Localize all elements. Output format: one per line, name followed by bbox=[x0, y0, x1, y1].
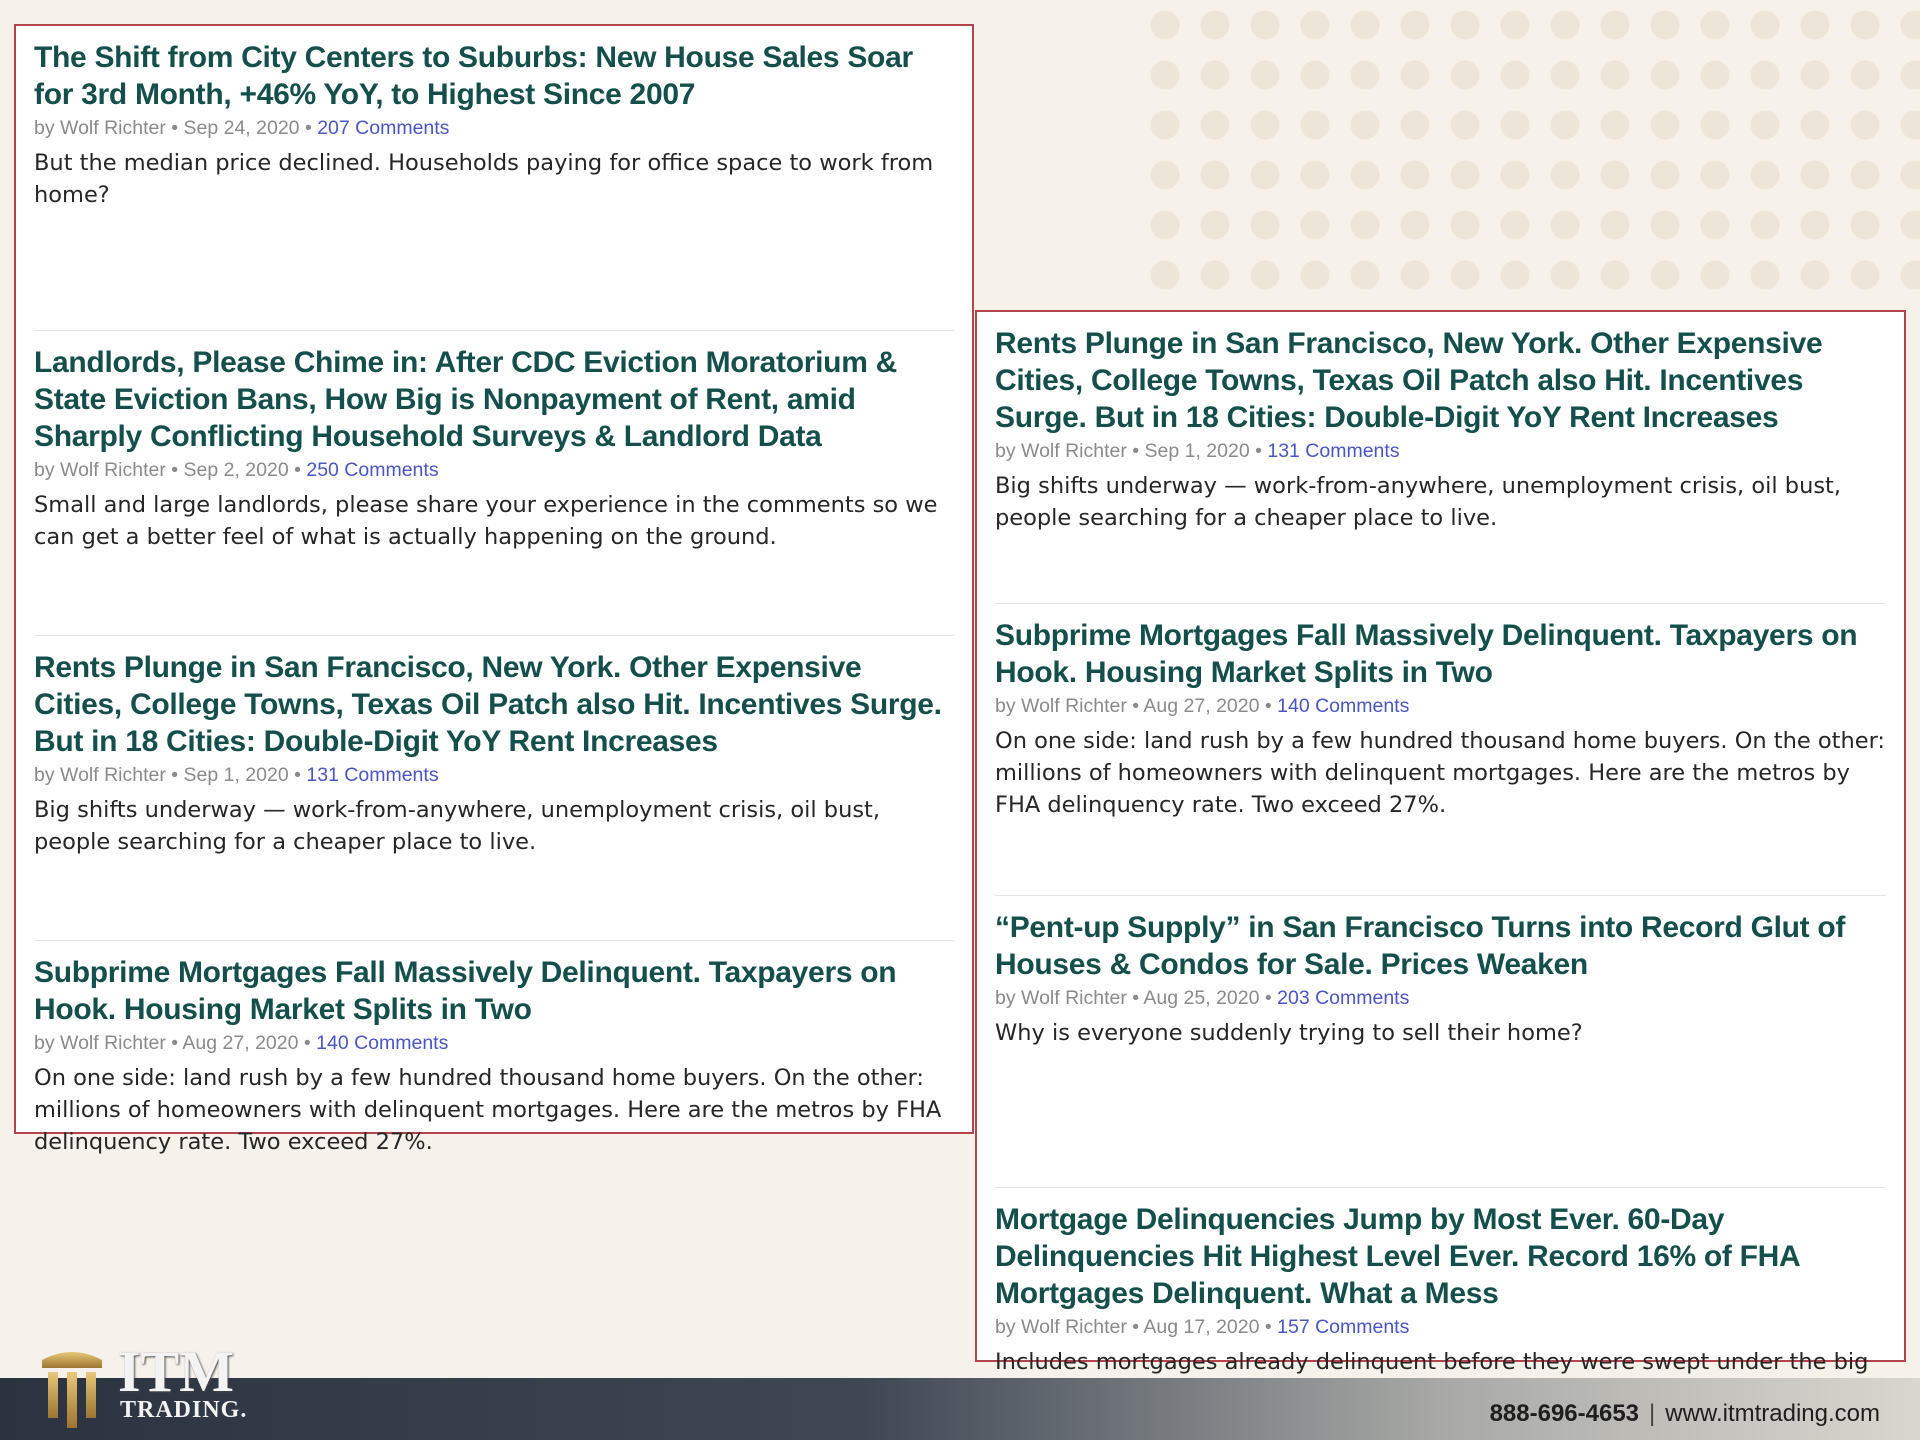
website-link[interactable]: www.itmtrading.com bbox=[1665, 1400, 1880, 1427]
logo-text: ITM bbox=[118, 1339, 234, 1404]
article-byline: by Wolf Richter • Aug 27, 2020 • bbox=[34, 1032, 317, 1054]
article-title-link[interactable]: Subprime Mortgages Fall Massively Delinquent. Taxpayers on Hook. Housing Market Splits in Two bbox=[34, 956, 897, 1026]
footer-contact bbox=[1490, 1400, 1880, 1428]
article-excerpt: Why is everyone suddenly trying to sell their home? bbox=[995, 1020, 1583, 1046]
comments-link[interactable]: 250 Comments bbox=[306, 459, 439, 481]
article-excerpt: Small and large landlords, please share your experience in the comments so we can get a better feel of what is actually happening on the ground. bbox=[34, 492, 938, 550]
article-byline: by Wolf Richter • Sep 1, 2020 • bbox=[34, 764, 307, 786]
article-item bbox=[995, 312, 1886, 604]
article-excerpt: Big shifts underway — work-from-anywhere, unemployment crisis, oil bust, people searching for a cheaper place to live. bbox=[34, 797, 881, 855]
article-byline: by Wolf Richter • Aug 25, 2020 • bbox=[995, 987, 1278, 1009]
article-byline: by Wolf Richter • Sep 1, 2020 • bbox=[995, 440, 1268, 462]
article-byline: by Wolf Richter • Sep 2, 2020 • bbox=[34, 459, 307, 481]
comments-link[interactable]: 157 Comments bbox=[1277, 1316, 1410, 1338]
article-meta bbox=[995, 693, 1886, 719]
comments-link[interactable]: 131 Comments bbox=[306, 764, 439, 786]
comments-link[interactable]: 140 Comments bbox=[1277, 695, 1410, 717]
comments-link[interactable]: 207 Comments bbox=[317, 117, 450, 139]
article-title-link[interactable]: Subprime Mortgages Fall Massively Delinquent. Taxpayers on Hook. Housing Market Splits in Two bbox=[995, 619, 1858, 689]
phone-number: 888-696-4653 bbox=[1489, 1400, 1640, 1427]
article-item bbox=[995, 896, 1886, 1188]
article-title-link[interactable]: Mortgage Delinquencies Jump by Most Ever. 60-Day Delinquencies Hit Highest Level Ever. Record 16% of FHA Mortgages Delinquent. What a Mess bbox=[995, 1203, 1800, 1310]
article-title-link[interactable]: Landlords, Please Chime in: After CDC Eviction Moratorium & State Eviction Bans, How Big is Nonpayment of Rent, amid Sharply Conflicting Household Surveys & Landlord Data bbox=[34, 346, 897, 453]
article-meta bbox=[995, 985, 1886, 1011]
article-title-link[interactable]: The Shift from City Centers to Suburbs: New House Sales Soar for 3rd Month, +46% YoY, to Highest Since 2007 bbox=[34, 41, 913, 111]
article-meta bbox=[34, 115, 954, 141]
comments-link[interactable]: 203 Comments bbox=[1277, 987, 1410, 1009]
article-byline: by Wolf Richter • Aug 27, 2020 • bbox=[995, 695, 1278, 717]
right-article-panel bbox=[975, 310, 1906, 1375]
article-meta bbox=[34, 457, 954, 483]
article-meta bbox=[34, 762, 954, 788]
article-item bbox=[34, 331, 954, 636]
article-item bbox=[34, 636, 954, 941]
article-byline: by Wolf Richter • Sep 24, 2020 • bbox=[34, 117, 318, 139]
left-article-panel bbox=[14, 24, 974, 1155]
article-excerpt: On one side: land rush by a few hundred thousand home buyers. On the other: millions of homeowners with delinquent mortgages. Here are the metros by FHA delinquency rate. Two exceed 27%. bbox=[34, 1065, 942, 1155]
article-title-link[interactable]: Rents Plunge in San Francisco, New York. Other Expensive Cities, College Towns, Texas Oil Patch also Hit. Incentives Surge. But in 18 Cities: Double-Digit YoY Rent Increases bbox=[995, 327, 1823, 434]
comments-link[interactable]: 140 Comments bbox=[316, 1032, 449, 1054]
comments-link[interactable]: 131 Comments bbox=[1267, 440, 1400, 462]
article-meta bbox=[995, 438, 1886, 464]
background-pattern bbox=[1140, 0, 1920, 310]
article-excerpt: On one side: land rush by a few hundred thousand home buyers. On the other: millions of homeowners with delinquent mortgages. Here are the metros by FHA delinquency rate. Two exceed 27%. bbox=[995, 728, 1886, 818]
article-meta bbox=[995, 1314, 1886, 1340]
article-item bbox=[34, 941, 954, 1155]
article-excerpt: But the median price declined. Households paying for office space to work from home? bbox=[34, 150, 934, 208]
article-title-link[interactable]: Rents Plunge in San Francisco, New York. Other Expensive Cities, College Towns, Texas Oil Patch also Hit. Incentives Surge. But in 18 Cities: Double-Digit YoY Rent Increases bbox=[34, 651, 942, 758]
article-title-link[interactable]: “Pent-up Supply” in San Francisco Turns into Record Glut of Houses & Condos for Sale. Prices Weaken bbox=[995, 911, 1846, 981]
article-item bbox=[34, 26, 954, 331]
article-byline: by Wolf Richter • Aug 17, 2020 • bbox=[995, 1316, 1278, 1338]
article-meta bbox=[34, 1030, 954, 1056]
logo-subtext: TRADING. bbox=[120, 1397, 248, 1423]
article-excerpt: Big shifts underway — work-from-anywhere, unemployment crisis, oil bust, people searching for a cheaper place to live. bbox=[995, 473, 1842, 531]
footer-separator: | bbox=[1649, 1400, 1656, 1427]
article-excerpt: Includes mortgages already delinquent before they were swept under the big bbox=[995, 1349, 1869, 1375]
article-item bbox=[995, 604, 1886, 896]
